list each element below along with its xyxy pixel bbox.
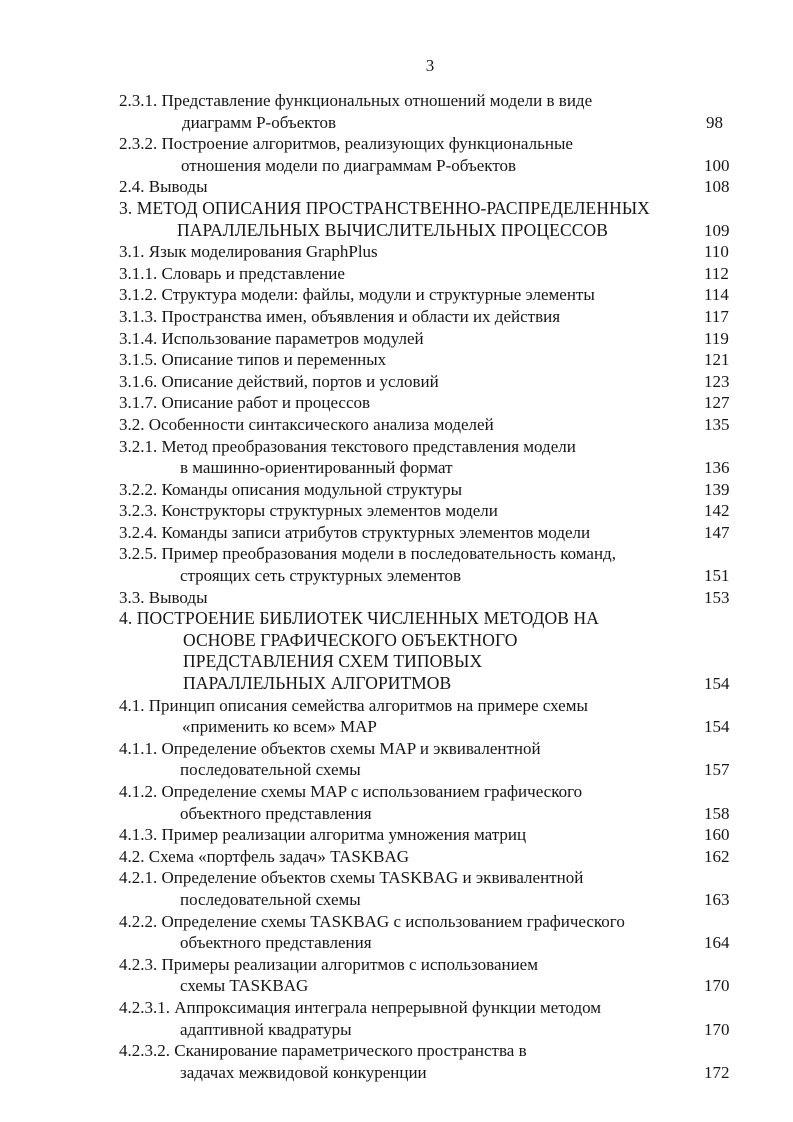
toc-entry-text: схемы TASKBAG bbox=[180, 976, 309, 996]
toc-line-chapter-3-cont bbox=[0, 220, 793, 242]
toc-entry-page: 110 bbox=[704, 242, 729, 262]
toc-line-4-1-3 bbox=[0, 824, 793, 846]
toc-entry-text: 4.2.1. Определение объектов схемы TASKBAG и эквивалентной bbox=[119, 868, 584, 888]
toc-entry-text: в машинно-ориентированный формат bbox=[180, 458, 453, 478]
toc-entry-text: 4.1. Принцип описания семейства алгоритмов на примере схемы bbox=[119, 695, 588, 715]
toc-line-4-2-3 bbox=[0, 954, 793, 976]
toc-line-3-1-4 bbox=[0, 328, 793, 350]
toc-line-4-2-3-1 bbox=[0, 997, 793, 1019]
toc-entry-text: 3.1.7. Описание работ и процессов bbox=[119, 393, 371, 413]
toc-line-3-1-2 bbox=[0, 284, 793, 306]
toc-entry-text: ПРЕДСТАВЛЕНИЯ СХЕМ ТИПОВЫХ bbox=[183, 651, 483, 672]
toc-line-2-3-1-cont bbox=[0, 112, 793, 134]
toc-entry-page: 112 bbox=[704, 263, 729, 283]
toc-line-4-1-2 bbox=[0, 781, 793, 803]
page-number: 3 bbox=[425, 56, 435, 75]
toc-entry-page: 164 bbox=[704, 933, 730, 953]
toc-line-chapter-4-cont-1 bbox=[0, 630, 793, 652]
toc-entry-text: 3.2. Особенности синтаксического анализа моделей bbox=[119, 414, 494, 434]
toc-entry-text: отношения модели по диаграммам Р-объектов bbox=[181, 155, 517, 175]
toc-line-3-2-5 bbox=[0, 543, 793, 565]
toc-entry-text: 3.1.2. Структура модели: файлы, модули и структурные элементы bbox=[119, 285, 595, 305]
toc-entry-text: 4.2.3.1. Аппроксимация интеграла непрерывной функции методом bbox=[119, 997, 602, 1017]
toc-entry-page: 114 bbox=[704, 285, 729, 305]
toc-line-4-1 bbox=[0, 695, 793, 717]
toc-line-3-2-1-cont bbox=[0, 457, 793, 479]
toc-entry-text: 2.4. Выводы bbox=[119, 177, 208, 197]
toc-line-4-2-2 bbox=[0, 911, 793, 933]
toc-entry-text: 3. МЕТОД ОПИСАНИЯ ПРОСТРАНСТВЕННО-РАСПРЕДЕЛЕННЫХ bbox=[119, 197, 650, 218]
toc-entry-text: 4.1.1. Определение объектов схемы MAP и эквивалентной bbox=[119, 738, 541, 758]
toc-entry-page: 154 bbox=[704, 717, 730, 737]
toc-line-4-2-3-2-cont bbox=[0, 1062, 793, 1084]
toc-line-4-2-2-cont bbox=[0, 932, 793, 954]
toc-entry-page: 158 bbox=[704, 803, 730, 823]
toc-entry-page: 109 bbox=[704, 220, 730, 240]
toc-entry-text: объектного представления bbox=[180, 803, 372, 823]
toc-entry-text: 4. ПОСТРОЕНИЕ БИБЛИОТЕК ЧИСЛЕННЫХ МЕТОДОВ НА bbox=[119, 608, 599, 629]
toc-entry-text: 4.2.2. Определение схемы TASKBAG с использованием графического bbox=[119, 911, 625, 931]
toc-entry-page: 136 bbox=[704, 458, 730, 478]
toc-line-2-3-2-cont bbox=[0, 155, 793, 177]
toc-entry-page: 121 bbox=[704, 350, 730, 370]
toc-entry-text: строящих сеть структурных элементов bbox=[180, 566, 461, 586]
toc-entry-text: диаграмм Р-объектов bbox=[182, 112, 337, 132]
toc-entry-page: 127 bbox=[704, 393, 730, 413]
toc-entry-text: последовательной схемы bbox=[180, 889, 361, 909]
toc-line-3-1-3 bbox=[0, 306, 793, 328]
toc-entry-page: 162 bbox=[704, 846, 730, 866]
toc-entry-text: ПАРАЛЛЕЛЬНЫХ АЛГОРИТМОВ bbox=[183, 673, 452, 694]
toc-line-chapter-4 bbox=[0, 608, 793, 630]
toc-line-2-3-1 bbox=[0, 90, 793, 112]
toc-line-4-1-1 bbox=[0, 738, 793, 760]
toc-line-4-1-2-cont bbox=[0, 803, 793, 825]
toc-entry-text: 3.2.2. Команды описания модульной структуры bbox=[119, 479, 463, 499]
toc-entry-page: 172 bbox=[704, 1062, 730, 1082]
toc-entry-text: 3.1.3. Пространства имен, объявления и области их действия bbox=[119, 306, 561, 326]
toc-line-3-2-3 bbox=[0, 500, 793, 522]
toc-entry-page: 154 bbox=[704, 674, 730, 694]
toc-entry-text: 3.1.6. Описание действий, портов и условий bbox=[119, 371, 439, 391]
toc-entry-text: ПАРАЛЛЕЛЬНЫХ ВЫЧИСЛИТЕЛЬНЫХ ПРОЦЕССОВ bbox=[177, 219, 609, 240]
toc-entry-page: 163 bbox=[704, 889, 730, 909]
toc-entry-text: 3.2.4. Команды записи атрибутов структурных элементов модели bbox=[119, 522, 591, 542]
toc-entry-text: «применить ко всем» MAP bbox=[182, 717, 377, 737]
toc-entry-page: 108 bbox=[704, 177, 730, 197]
toc-line-3-3 bbox=[0, 587, 793, 609]
toc-entry-text: 3.1.1. Словарь и представление bbox=[119, 263, 345, 283]
toc-entry-text: объектного представления bbox=[180, 933, 372, 953]
toc-entry-page: 100 bbox=[704, 155, 730, 175]
toc-line-3-1 bbox=[0, 241, 793, 263]
toc-line-4-2-3-2 bbox=[0, 1040, 793, 1062]
toc-line-4-2-3-cont bbox=[0, 975, 793, 997]
toc-line-chapter-4-cont-3 bbox=[0, 673, 793, 695]
toc-entry-text: 3.1.4. Использование параметров модулей bbox=[119, 328, 424, 348]
table-of-contents bbox=[0, 90, 793, 1083]
toc-line-3-1-1 bbox=[0, 263, 793, 285]
toc-entry-page: 160 bbox=[704, 825, 730, 845]
toc-entry-text: 3.2.5. Пример преобразования модели в последовательность команд, bbox=[119, 544, 616, 564]
toc-line-3-2-4 bbox=[0, 522, 793, 544]
toc-line-3-2 bbox=[0, 414, 793, 436]
toc-line-2-3-2 bbox=[0, 133, 793, 155]
toc-entry-text: 4.2.3. Примеры реализации алгоритмов с использованием bbox=[119, 954, 538, 974]
toc-entry-text: 4.2.3.2. Сканирование параметрического пространства в bbox=[119, 1041, 527, 1061]
toc-line-3-1-5 bbox=[0, 349, 793, 371]
toc-line-4-1-cont bbox=[0, 716, 793, 738]
toc-line-4-2 bbox=[0, 846, 793, 868]
toc-entry-page: 147 bbox=[704, 522, 730, 542]
toc-line-3-1-7 bbox=[0, 392, 793, 414]
toc-entry-text: 3.2.1. Метод преобразования текстового представления модели bbox=[119, 436, 576, 456]
toc-entry-page: 151 bbox=[704, 566, 730, 586]
toc-entry-text: 3.2.3. Конструкторы структурных элементов модели bbox=[119, 501, 498, 521]
toc-line-chapter-3 bbox=[0, 198, 793, 220]
toc-line-chapter-4-cont-2 bbox=[0, 651, 793, 673]
toc-entry-page: 142 bbox=[704, 501, 730, 521]
toc-entry-page: 170 bbox=[704, 976, 730, 996]
toc-line-4-2-1 bbox=[0, 867, 793, 889]
toc-entry-text: 4.2. Схема «портфель задач» TASKBAG bbox=[119, 846, 409, 866]
toc-entry-page: 153 bbox=[704, 587, 730, 607]
toc-entry-text: адаптивной квадратуры bbox=[180, 1019, 352, 1039]
toc-entry-text: 3.3. Выводы bbox=[119, 587, 208, 607]
toc-entry-text: 3.1. Язык моделирования GraphPlus bbox=[119, 242, 378, 262]
toc-entry-page: 157 bbox=[704, 760, 730, 780]
toc-entry-text: задачах межвидовой конкуренции bbox=[180, 1062, 427, 1082]
toc-line-3-1-6 bbox=[0, 371, 793, 393]
toc-entry-page: 119 bbox=[704, 328, 729, 348]
toc-entry-page: 135 bbox=[704, 414, 730, 434]
toc-line-3-2-2 bbox=[0, 479, 793, 501]
toc-entry-text: 3.1.5. Описание типов и переменных bbox=[119, 350, 387, 370]
toc-line-3-2-5-cont bbox=[0, 565, 793, 587]
toc-entry-page: 98 bbox=[706, 112, 723, 132]
toc-line-2-4 bbox=[0, 176, 793, 198]
toc-entry-text: 2.3.2. Построение алгоритмов, реализующих функциональные bbox=[119, 134, 573, 154]
toc-entry-page: 123 bbox=[704, 371, 730, 391]
toc-entry-text: 4.1.2. Определение схемы MAP с использованием графического bbox=[119, 782, 583, 801]
toc-line-4-2-3-1-cont bbox=[0, 1019, 793, 1041]
toc-entry-text: ОСНОВЕ ГРАФИЧЕСКОГО ОБЪЕКТНОГО bbox=[183, 629, 518, 650]
toc-entry-text: 2.3.1. Представление функциональных отношений модели в виде bbox=[119, 91, 593, 110]
toc-line-3-2-1 bbox=[0, 436, 793, 458]
toc-line-4-2-1-cont bbox=[0, 889, 793, 911]
toc-line-4-1-1-cont bbox=[0, 759, 793, 781]
toc-entry-text: последовательной схемы bbox=[180, 760, 361, 780]
toc-entry-page: 170 bbox=[704, 1019, 730, 1039]
toc-entry-page: 117 bbox=[704, 306, 729, 326]
toc-entry-page: 139 bbox=[704, 479, 730, 499]
toc-entry-text: 4.1.3. Пример реализации алгоритма умножения матриц bbox=[119, 825, 527, 845]
